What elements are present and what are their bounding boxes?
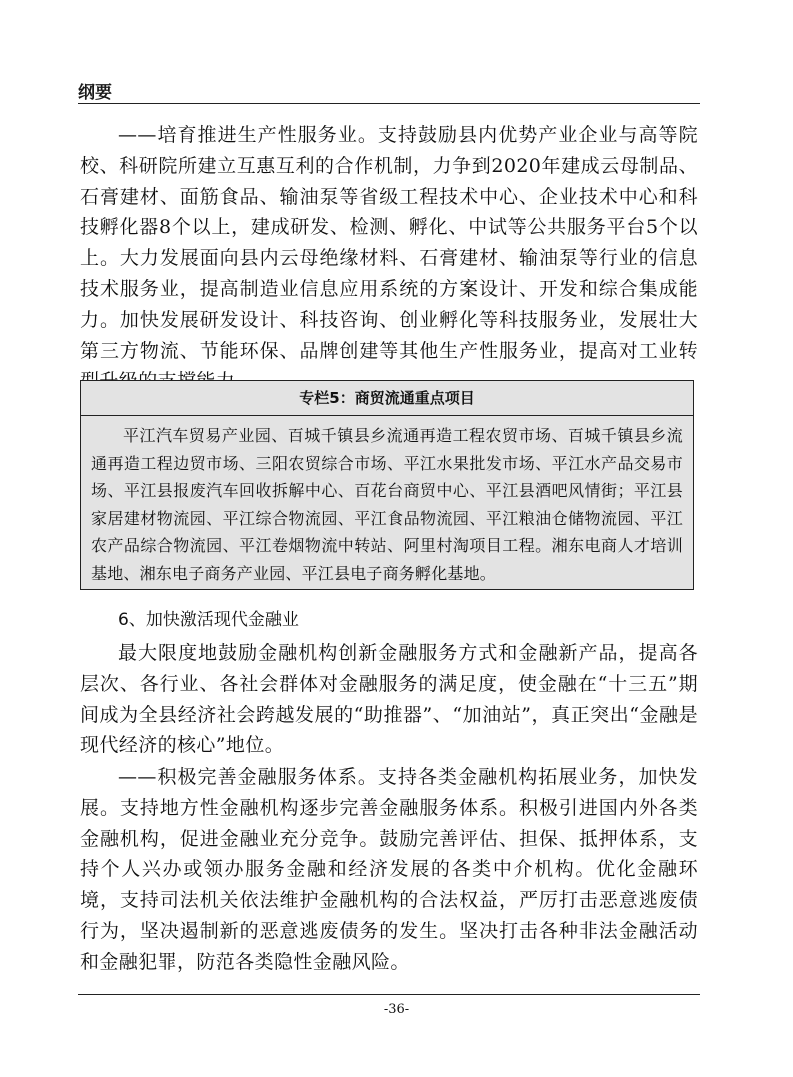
header-divider	[78, 103, 700, 104]
box-title: 专栏5：商贸流通重点项目	[81, 381, 693, 416]
paragraph-finance-system: ——积极完善金融服务体系。支持各类金融机构拓展业务，加快发展。支持地方性金融机构逐步完善金融服务体系。积极引进国内外各类金融机构，促进金融业充分竞争。鼓励完善评估、担保、抵押体系，支持个人兴办或领办服务金融和经济发展的各类中介机构。优化金融环境，支持司法机关依法维护金融机构的合法权益，严厉打击恶意逃废债行为，坚决遏制新的恶意逃废债务的发生。坚决打击各种非法金融活动和金融犯罪，防范各类隐性金融风险。	[80, 766, 698, 973]
footer-divider	[78, 994, 700, 995]
running-header: 纲要	[78, 83, 112, 103]
page-number: -36-	[383, 1002, 410, 1017]
paragraph-producer-services: ——培育推进生产性服务业。支持鼓励县内优势产业企业与高等院校、科研院所建立互惠互利的合作机制，力争到2020年建成云母制品、石膏建材、面筋食品、输油泵等省级工程技术中心、企业技术中心和科技孵化器8个以上，建成研发、检测、孵化、中试等公共服务平台5个以上。大力发展面向县内云母绝缘材料、石膏建材、输油泵等行业的信息技术服务业，提高制造业信息应用系统的方案设计、开发和综合集成能力。加快发展研发设计、科技咨询、创业孵化等科技服务业，发展壮大第三方物流、节能环保、品牌创建等其他生产性服务业，提高对工业转	[80, 124, 698, 362]
box-body: 平江汽车贸易产业园、百城千镇县乡流通再造工程农贸市场、百城千镇县乡流通再造工程边贸市场、三阳农贸综合市场、平江水果批发市场、平江水产品交易市场、平江县报废汽车回收拆解中心、百花台商贸中心、平江县酒吧风情街；平江县家居建材物流园、平江综合物流园、平江食品物流园、平江粮油仓储物流园、平江农产品综合物流园、平江卷烟物流中转站、阿里村淘项目工程。湘东电商人才培训基地、湘东电子商务产业园、平江县电子商务孵化基地。	[91, 426, 683, 583]
section-heading: 6、加快激活现代金融业	[118, 610, 299, 630]
sidebar-box-commerce-projects	[80, 380, 694, 590]
paragraph-finance-intro: 最大限度地鼓励金融机构创新金融服务方式和金融新产品，提高各层次、各行业、各社会群体对金融服务的满足度，使金融在“十三五”期间成为全县经济社会跨越发展的“助推器”、“加油站”，真正突出“金融是现代经济的核心”地位。	[80, 642, 698, 757]
